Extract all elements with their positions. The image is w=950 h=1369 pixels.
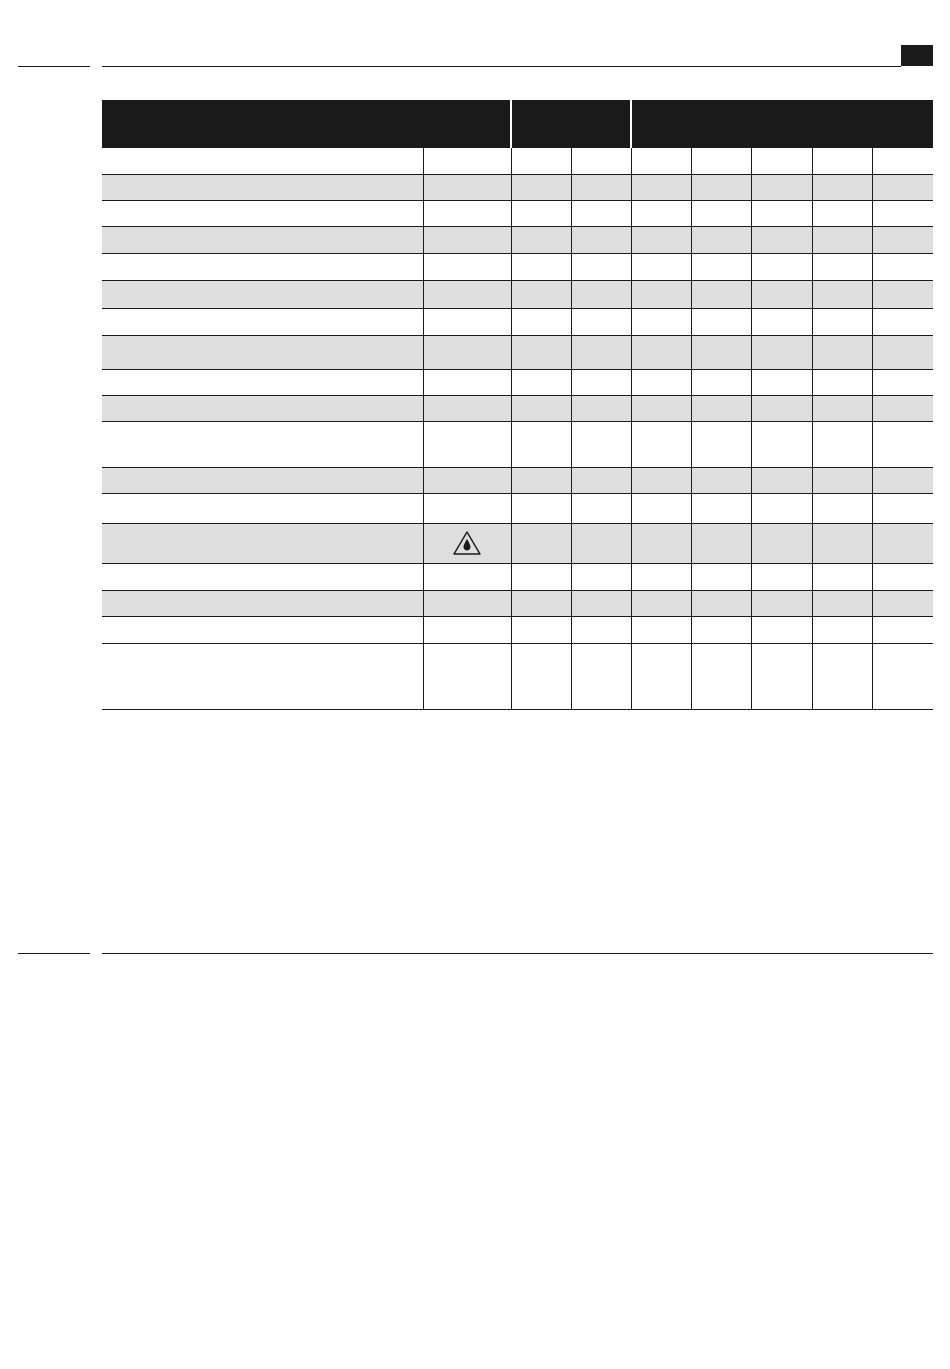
- table-cell: [631, 395, 691, 421]
- table-cell: [631, 523, 691, 563]
- table-row: [102, 643, 933, 709]
- table-cell: [423, 563, 511, 590]
- table-cell: [691, 369, 751, 395]
- table-cell: [872, 523, 933, 563]
- table-row: [102, 616, 933, 643]
- table-cell: [571, 523, 631, 563]
- table-cell: [423, 616, 511, 643]
- table-cell: [751, 148, 812, 174]
- row-label: [102, 395, 423, 421]
- table-row: [102, 493, 933, 523]
- table-cell: [751, 616, 812, 643]
- table-row: [102, 395, 933, 421]
- table-cell: [423, 308, 511, 335]
- table-cell: [571, 590, 631, 616]
- table-cell: [423, 467, 511, 493]
- table-cell: [872, 643, 933, 709]
- table-cell: [751, 467, 812, 493]
- table-cell: [751, 369, 812, 395]
- table-cell: [812, 280, 872, 308]
- table-cell: [691, 523, 751, 563]
- table-cell: [631, 226, 691, 253]
- table-cell: [631, 253, 691, 280]
- row-label: [102, 369, 423, 395]
- table-cell: [511, 369, 571, 395]
- table-cell: [423, 200, 511, 226]
- table-cell: [511, 563, 571, 590]
- table-cell: [872, 395, 933, 421]
- oil-drop-warning-icon: [452, 530, 482, 556]
- table-cell: [631, 493, 691, 523]
- table-cell: [812, 467, 872, 493]
- table-cell: [812, 395, 872, 421]
- table-cell: [872, 369, 933, 395]
- table-cell: [751, 395, 812, 421]
- table-cell: [812, 148, 872, 174]
- table-cell: [423, 643, 511, 709]
- table-cell: [511, 280, 571, 308]
- table-cell: [571, 493, 631, 523]
- table-row: [102, 467, 933, 493]
- table-cell: [872, 563, 933, 590]
- table-cell: [511, 308, 571, 335]
- table-cell: [511, 643, 571, 709]
- table-row: [102, 308, 933, 335]
- table-cell: [571, 308, 631, 335]
- table-cell: [511, 200, 571, 226]
- table-cell: [631, 174, 691, 200]
- table-row: [102, 369, 933, 395]
- table-row: [102, 280, 933, 308]
- table-cell: [751, 493, 812, 523]
- table-cell: [511, 226, 571, 253]
- table-cell: [872, 253, 933, 280]
- table-cell: [423, 280, 511, 308]
- table-cell: [751, 421, 812, 467]
- table-cell: [511, 590, 571, 616]
- table-cell: [631, 308, 691, 335]
- table-body: [102, 148, 933, 709]
- row-label: [102, 174, 423, 200]
- table-cell: [511, 493, 571, 523]
- table-cell: [751, 523, 812, 563]
- table-cell: [691, 643, 751, 709]
- table-row: [102, 148, 933, 174]
- table-cell: [511, 335, 571, 369]
- table-cell: [571, 200, 631, 226]
- table-cell: [423, 369, 511, 395]
- table-cell: [872, 226, 933, 253]
- row-label: [102, 563, 423, 590]
- table-row: [102, 226, 933, 253]
- table-cell: [631, 369, 691, 395]
- row-label: [102, 643, 423, 709]
- row-label: [102, 226, 423, 253]
- table-cell: [872, 280, 933, 308]
- table-cell: [872, 493, 933, 523]
- table-cell: [511, 395, 571, 421]
- table-cell: [872, 421, 933, 467]
- row-label: [102, 200, 423, 226]
- table-cell: [812, 174, 872, 200]
- table-cell: [751, 590, 812, 616]
- table-cell: [812, 563, 872, 590]
- table-cell: [691, 395, 751, 421]
- row-label: [102, 523, 423, 563]
- table-cell: [872, 200, 933, 226]
- table-cell: [511, 174, 571, 200]
- table-cell: [571, 226, 631, 253]
- table-cell: [812, 308, 872, 335]
- table-cell: [423, 226, 511, 253]
- spec-table: [102, 100, 933, 710]
- table-cell: [812, 335, 872, 369]
- header-group-2: [511, 100, 631, 148]
- table-cell: [571, 369, 631, 395]
- table-cell: [691, 280, 751, 308]
- table-cell: [631, 335, 691, 369]
- table-cell: [631, 467, 691, 493]
- table-cell: [511, 467, 571, 493]
- table-row: [102, 253, 933, 280]
- row-label: [102, 280, 423, 308]
- table-cell: [691, 253, 751, 280]
- row-label: [102, 590, 423, 616]
- table-cell: [691, 335, 751, 369]
- table-cell: [423, 493, 511, 523]
- bottom-main-rule: [102, 953, 933, 954]
- table-cell: [751, 335, 812, 369]
- table-cell: [423, 421, 511, 467]
- table-row: [102, 590, 933, 616]
- table-cell: [691, 493, 751, 523]
- table-cell: [751, 280, 812, 308]
- table-cell: [691, 226, 751, 253]
- row-label: [102, 335, 423, 369]
- row-label: [102, 467, 423, 493]
- table-cell: [872, 467, 933, 493]
- table-cell: [751, 253, 812, 280]
- table-cell: [872, 308, 933, 335]
- table-cell: [872, 148, 933, 174]
- table-cell: [423, 253, 511, 280]
- table-cell: [691, 590, 751, 616]
- table-cell: [751, 308, 812, 335]
- table-row: [102, 523, 933, 563]
- table-cell: [571, 421, 631, 467]
- table-cell: [511, 253, 571, 280]
- row-label: [102, 616, 423, 643]
- table-cell: [631, 280, 691, 308]
- table-cell: [812, 200, 872, 226]
- table-cell: [691, 467, 751, 493]
- table-cell: [571, 395, 631, 421]
- table-cell: [812, 643, 872, 709]
- table-cell: [751, 643, 812, 709]
- table-cell: [571, 280, 631, 308]
- table-row: [102, 335, 933, 369]
- row-label: [102, 148, 423, 174]
- table-row: [102, 563, 933, 590]
- table-cell: [751, 174, 812, 200]
- table-cell: [812, 493, 872, 523]
- table-cell: [571, 643, 631, 709]
- table-cell: [571, 616, 631, 643]
- table-header-row: [102, 100, 933, 148]
- table-cell: [812, 590, 872, 616]
- table-cell: [511, 148, 571, 174]
- table-cell: [423, 335, 511, 369]
- row-label: [102, 493, 423, 523]
- table-cell: [812, 421, 872, 467]
- table-row: [102, 200, 933, 226]
- table-cell: [812, 226, 872, 253]
- table-cell: [872, 616, 933, 643]
- table-cell: [691, 200, 751, 226]
- row-label: [102, 308, 423, 335]
- table-cell: [571, 174, 631, 200]
- table-cell: [691, 563, 751, 590]
- table-cell: [511, 523, 571, 563]
- table-cell: [511, 616, 571, 643]
- table-cell: [423, 523, 511, 563]
- table-cell: [872, 174, 933, 200]
- table-cell: [423, 590, 511, 616]
- table-cell: [631, 616, 691, 643]
- table-cell: [812, 523, 872, 563]
- table-cell: [691, 174, 751, 200]
- table-cell: [631, 200, 691, 226]
- row-label: [102, 421, 423, 467]
- table-cell: [691, 148, 751, 174]
- table-cell: [751, 563, 812, 590]
- table-cell: [423, 174, 511, 200]
- bottom-left-rule: [18, 953, 90, 954]
- top-main-rule: [102, 66, 901, 67]
- table-cell: [571, 335, 631, 369]
- row-label: [102, 253, 423, 280]
- table-cell: [691, 616, 751, 643]
- table-cell: [872, 590, 933, 616]
- table-row: [102, 421, 933, 467]
- table-cell: [571, 253, 631, 280]
- table-cell: [751, 226, 812, 253]
- table-cell: [631, 590, 691, 616]
- section-tab-marker: [901, 45, 933, 66]
- table-cell: [511, 421, 571, 467]
- header-group-1: [102, 100, 511, 148]
- table-cell: [423, 148, 511, 174]
- table-cell: [631, 563, 691, 590]
- table-cell: [571, 563, 631, 590]
- table-cell: [812, 616, 872, 643]
- table-cell: [571, 467, 631, 493]
- table-cell: [631, 421, 691, 467]
- table-cell: [751, 200, 812, 226]
- table-cell: [631, 148, 691, 174]
- table-cell: [691, 421, 751, 467]
- table-cell: [691, 308, 751, 335]
- table-cell: [423, 395, 511, 421]
- table-cell: [571, 148, 631, 174]
- table-row: [102, 174, 933, 200]
- table-cell: [812, 253, 872, 280]
- table-cell: [812, 369, 872, 395]
- top-left-rule: [18, 66, 90, 67]
- table-cell: [631, 643, 691, 709]
- header-group-3: [631, 100, 933, 148]
- table-cell: [872, 335, 933, 369]
